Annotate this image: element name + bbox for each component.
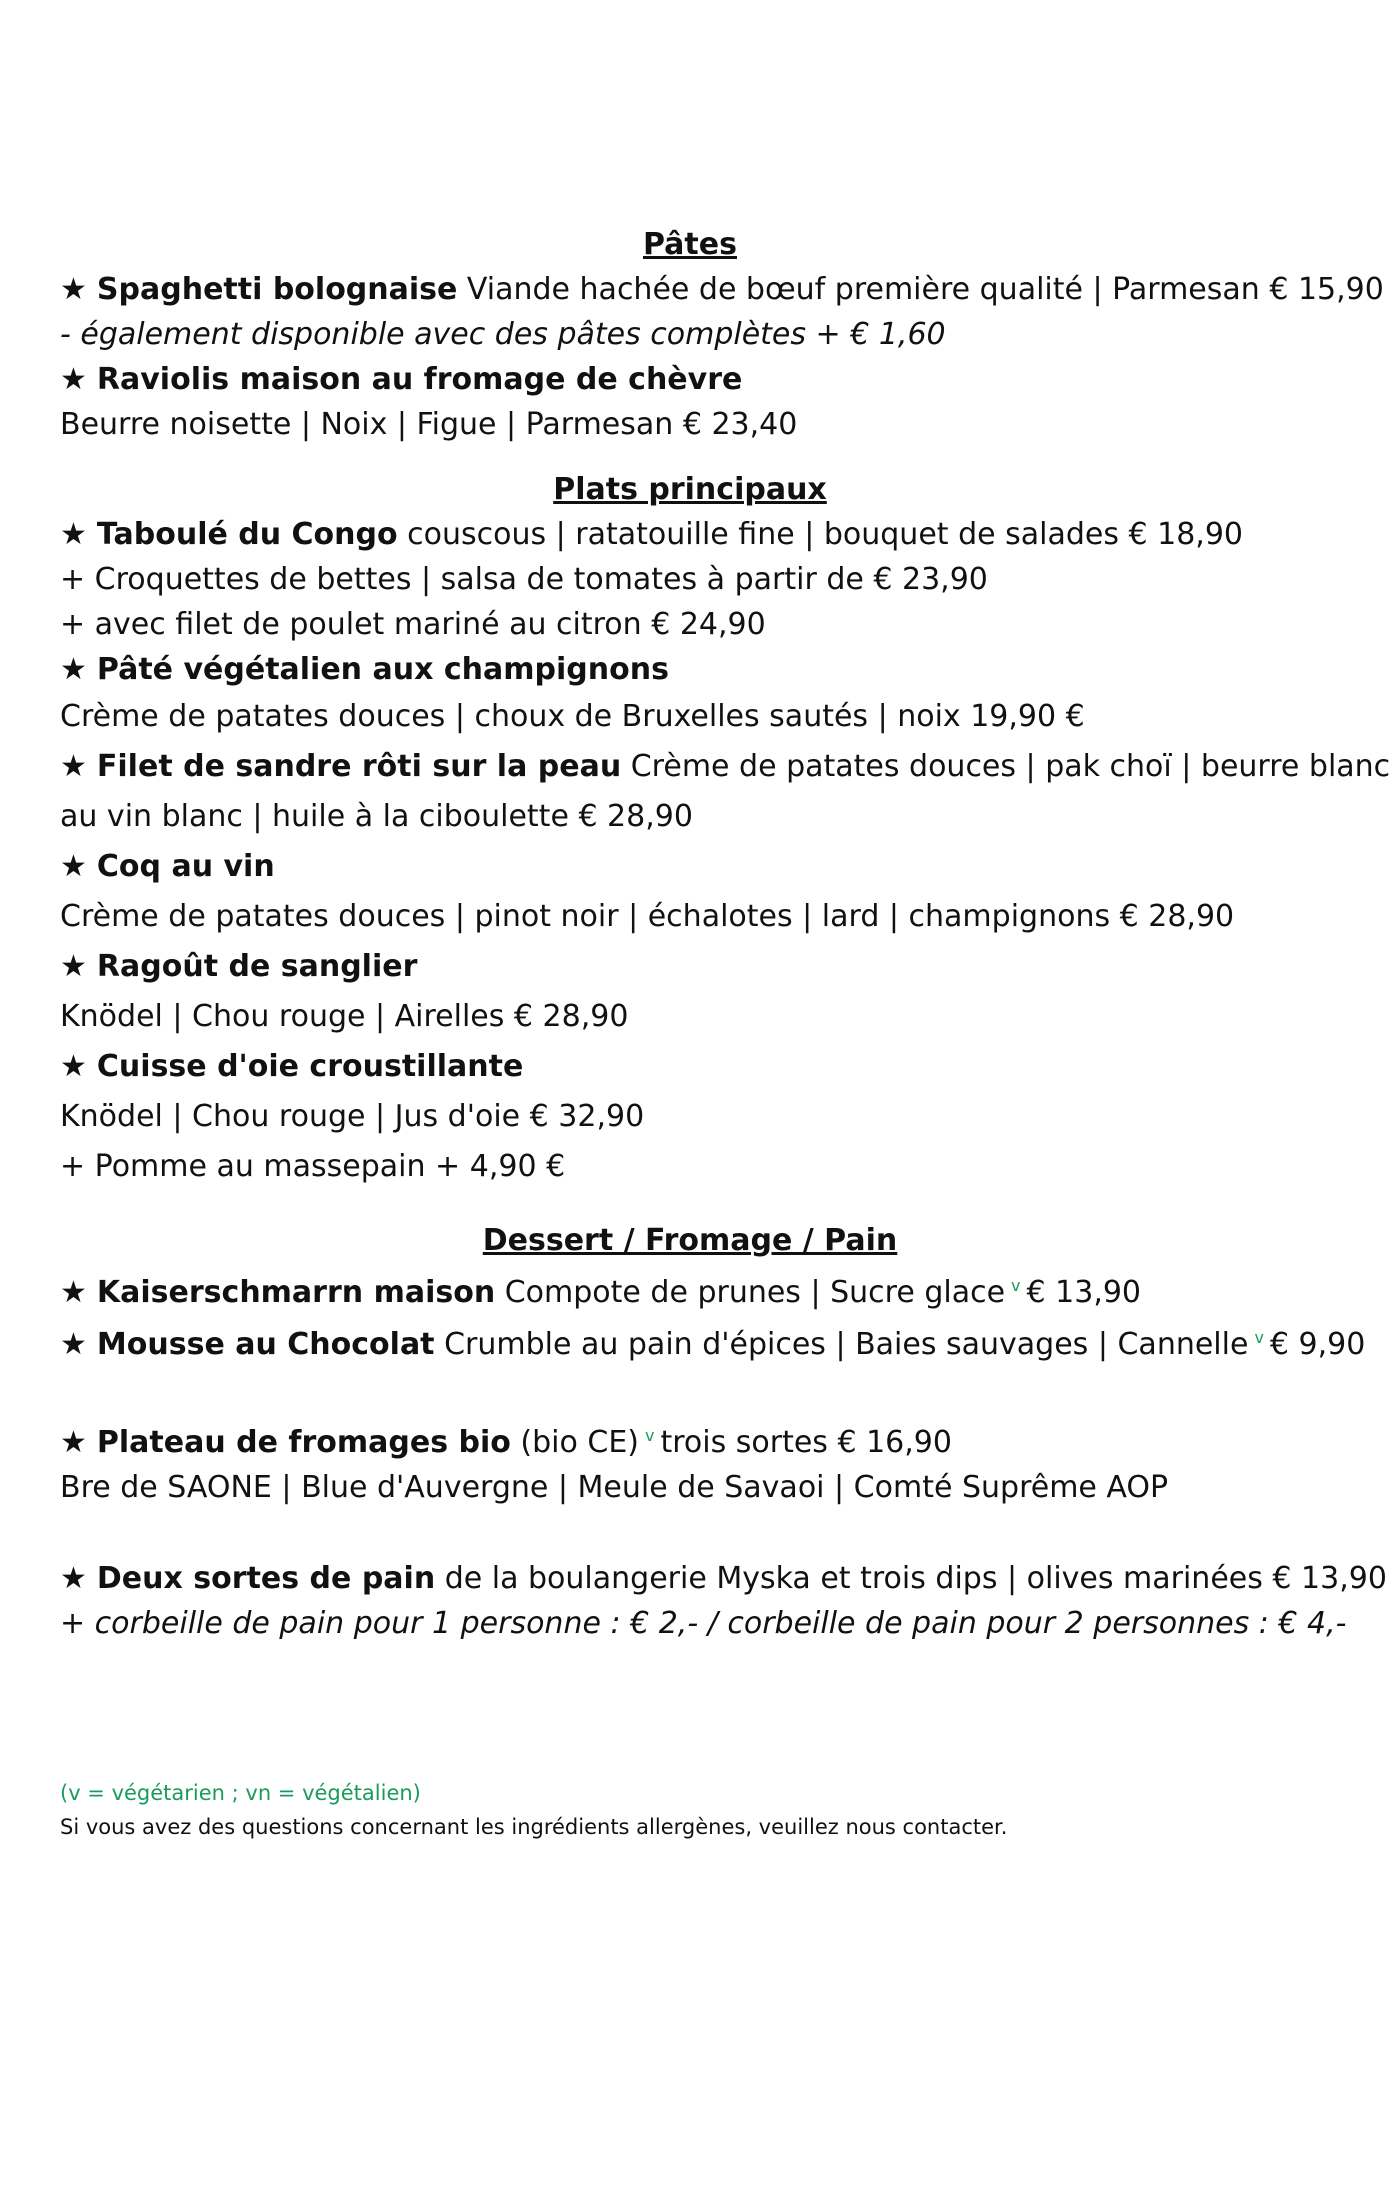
item-name: Pâté végétalien aux champignons: [96, 652, 669, 687]
menu-item-raviolis: [60, 357, 1320, 402]
vegetarian-mark: v: [645, 1426, 655, 1445]
item-description: Crème de patates douces | pak choï | beurre blanc: [621, 749, 1390, 784]
item-name: Spaghetti bolognaise: [96, 272, 458, 307]
item-name: Raviolis maison au fromage de chèvre: [96, 362, 743, 397]
item-note: - également disponible avec des pâtes complètes + € 1,60: [60, 317, 946, 352]
allergen-note: Si vous avez des questions concernant les ingrédients allergènes, veuillez nous contacter.: [60, 1815, 1008, 1839]
item-description: Viande hachée de bœuf première qualité | Parmesan € 15,90: [457, 272, 1384, 307]
menu-item-kaiserschmarrn: [60, 1263, 1320, 1315]
item-name: Taboulé du Congo: [96, 517, 398, 552]
star-icon: ★: [60, 652, 87, 687]
menu-item-pate-vegetalien: [60, 647, 1320, 692]
item-addition: + avec filet de poulet mariné au citron € 24,90: [60, 607, 766, 642]
menu-item-fromages: [60, 1413, 1320, 1465]
menu-item-ragout: [60, 942, 1320, 992]
item-price: trois sortes € 16,90: [660, 1425, 952, 1460]
star-icon: ★: [60, 1275, 87, 1310]
menu-page: [60, 222, 1390, 1646]
item-description: Knödel | Chou rouge | Airelles € 28,90: [60, 999, 629, 1034]
item-description: couscous | ratatouille fine | bouquet de salades € 18,90: [397, 517, 1244, 552]
item-description: Crumble au pain d'épices | Baies sauvages | Cannelle: [434, 1327, 1249, 1362]
item-description: Crème de patates douces | pinot noir | échalotes | lard | champignons € 28,90: [60, 899, 1235, 934]
star-icon: ★: [60, 362, 87, 397]
item-name: Cuisse d'oie croustillante: [96, 1049, 524, 1084]
star-icon: ★: [60, 1327, 87, 1362]
star-icon: ★: [60, 949, 87, 984]
item-addition: + Croquettes de bettes | salsa de tomates à partir de € 23,90: [60, 562, 988, 597]
item-name: Ragoût de sanglier: [96, 949, 418, 984]
menu-item-cuisse-oie: [60, 1042, 1320, 1092]
item-name: Deux sortes de pain: [96, 1561, 436, 1596]
item-description: (bio CE): [510, 1425, 639, 1460]
item-description: Crème de patates douces | choux de Bruxelles sautés | noix 19,90 €: [60, 699, 1085, 734]
item-name: Kaiserschmarrn maison: [96, 1275, 496, 1310]
star-icon: ★: [60, 517, 87, 552]
item-name: Coq au vin: [96, 849, 275, 884]
item-description: Compote de prunes | Sucre glace: [495, 1275, 1006, 1310]
menu-item-sandre: [60, 742, 1390, 792]
vegetarian-mark: v: [1011, 1276, 1021, 1295]
item-price: € 13,90: [1026, 1275, 1142, 1310]
menu-item-taboule: [60, 512, 1320, 557]
section-title-dessert: Dessert / Fromage / Pain: [482, 1223, 898, 1258]
menu-item-spaghetti: [60, 267, 1384, 312]
vegetarian-mark: v: [1254, 1328, 1264, 1347]
diet-legend: (v = végétarien ; vn = végétalien): [60, 1781, 421, 1805]
item-description: Beurre noisette | Noix | Figue | Parmesan € 23,40: [60, 407, 798, 442]
item-name: Plateau de fromages bio: [96, 1425, 511, 1460]
star-icon: ★: [60, 1425, 87, 1460]
footer: [60, 1776, 1007, 1844]
item-description: Knödel | Chou rouge | Jus d'oie € 32,90: [60, 1099, 645, 1134]
item-addition: + Pomme au massepain + 4,90 €: [60, 1149, 566, 1184]
star-icon: ★: [60, 1561, 87, 1596]
section-title-plats: Plats principaux: [553, 472, 827, 507]
item-description: au vin blanc | huile à la ciboulette € 28,90: [60, 799, 693, 834]
item-note: + corbeille de pain pour 1 personne : € 2,- / corbeille de pain pour 2 personnes : € 4,-: [60, 1606, 1347, 1641]
menu-item-coq-au-vin: [60, 842, 1320, 892]
star-icon: ★: [60, 1049, 87, 1084]
item-description: Bre de SAONE | Blue d'Auvergne | Meule de Savaoi | Comté Suprême AOP: [60, 1470, 1169, 1505]
item-description: de la boulangerie Myska et trois dips | olives marinées € 13,90: [435, 1561, 1387, 1596]
menu-item-pain: [60, 1556, 1387, 1601]
item-name: Mousse au Chocolat: [96, 1327, 435, 1362]
star-icon: ★: [60, 849, 87, 884]
item-price: € 9,90: [1269, 1327, 1366, 1362]
menu-item-mousse: [60, 1315, 1366, 1367]
section-title-pates: Pâtes: [643, 227, 737, 262]
item-name: Filet de sandre rôti sur la peau: [96, 749, 622, 784]
star-icon: ★: [60, 749, 87, 784]
star-icon: ★: [60, 272, 87, 307]
